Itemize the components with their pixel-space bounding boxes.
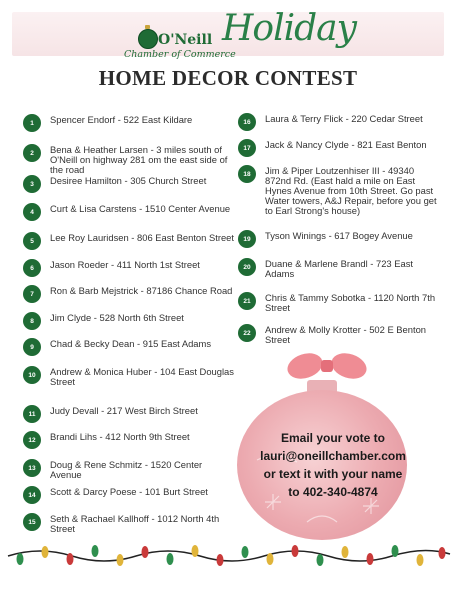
vote-line-3: or text it with your name <box>263 467 403 481</box>
entry-number-badge: 2 <box>23 144 41 162</box>
entry-text: Brandi Lihs - 412 North 9th Street <box>50 431 190 442</box>
entry-text: Spencer Endorf - 522 East Kildare <box>50 114 193 125</box>
entry-text: Seth & Rachael Kallhoff - 1012 North 4th Street <box>50 513 220 534</box>
holiday-script-title: Holiday <box>222 8 356 49</box>
entry-text: Doug & Rene Schmitz - 1520 Center Avenue <box>50 459 203 480</box>
entry-number-badge: 15 <box>23 513 41 531</box>
logo-name: O'Neill <box>158 32 213 48</box>
entry-number-badge: 11 <box>23 405 41 423</box>
entry-text: Lee Roy Lauridsen - 806 East Benton Street <box>50 232 234 243</box>
vote-phone: to 402-340-4874 <box>288 485 378 499</box>
page-title: HOME DECOR CONTEST <box>98 66 358 90</box>
entry-text: Andrew & Molly Krotter - 502 E Benton Street <box>265 324 427 345</box>
entry-number-badge: 1 <box>23 114 41 132</box>
string-lights-icon <box>0 540 456 570</box>
entry-text: Jack & Nancy Clyde - 821 East Benton <box>265 139 427 150</box>
vote-email: lauri@oneillchamber.com <box>260 449 406 463</box>
entry-text: Jason Roeder - 411 North 1st Street <box>50 259 200 270</box>
entry-number-badge: 13 <box>23 459 41 477</box>
entry-text: Laura & Terry Flick - 220 Cedar Street <box>265 113 423 124</box>
entry-number-badge: 22 <box>238 324 256 342</box>
entry-text: Duane & Marlene Brandl - 723 East Adams <box>265 258 413 279</box>
ornament-logo-icon <box>138 29 158 49</box>
vote-line-1: Email your vote to <box>280 431 386 445</box>
entry-number-badge: 20 <box>238 258 256 276</box>
entry-number-badge: 10 <box>23 366 41 384</box>
chamber-logo <box>110 17 236 67</box>
logo-subtitle: Chamber of Commerce <box>124 49 236 60</box>
entry-number-badge: 9 <box>23 338 41 356</box>
entry-number-badge: 21 <box>238 292 256 310</box>
entry-text: Jim & Piper Loutzenhiser III - 49340 872nd Rd. (East hald a mile on East Hynes Avenue from 10th Street. Go past Water towers, A&J Repair, before you get to Earl Strong's house) <box>265 165 437 216</box>
entry-number-badge: 4 <box>23 203 41 221</box>
entry-text: Scott & Darcy Poese - 101 Burt Street <box>50 486 208 497</box>
entry-text: Jim Clyde - 528 North 6th Street <box>50 312 184 323</box>
entry-number-badge: 16 <box>238 113 256 131</box>
entry-text: Bena & Heather Larsen - 3 miles south of O'Neill on highway 281 om the east side of the road <box>50 144 228 175</box>
entry-text: Desiree Hamilton - 305 Church Street <box>50 175 207 186</box>
entry-text: Curt & Lisa Carstens - 1510 Center Avenue <box>50 203 231 214</box>
entry-number-badge: 17 <box>238 139 256 157</box>
entry-number-badge: 6 <box>23 259 41 277</box>
entry-number-badge: 5 <box>23 232 41 250</box>
entry-number-badge: 14 <box>23 486 41 504</box>
entry-text: Tyson Winings - 617 Bogey Avenue <box>265 230 413 241</box>
entry-number-badge: 3 <box>23 175 41 193</box>
entry-text: Chad & Becky Dean - 915 East Adams <box>50 338 212 349</box>
entry-number-badge: 7 <box>23 285 41 303</box>
vote-instructions <box>253 429 413 501</box>
entry-number-badge: 18 <box>238 165 256 183</box>
entry-text: Andrew & Monica Huber - 104 East Douglas Street <box>50 366 234 387</box>
entry-number-badge: 8 <box>23 312 41 330</box>
entry-text: Judy Devall - 217 West Birch Street <box>50 405 198 416</box>
entry-text: Ron & Barb Mejstrick - 87186 Chance Road <box>50 285 233 296</box>
entry-number-badge: 19 <box>238 230 256 248</box>
entry-number-badge: 12 <box>23 431 41 449</box>
entry-text: Chris & Tammy Sobotka - 1120 North 7th Street <box>265 292 436 313</box>
